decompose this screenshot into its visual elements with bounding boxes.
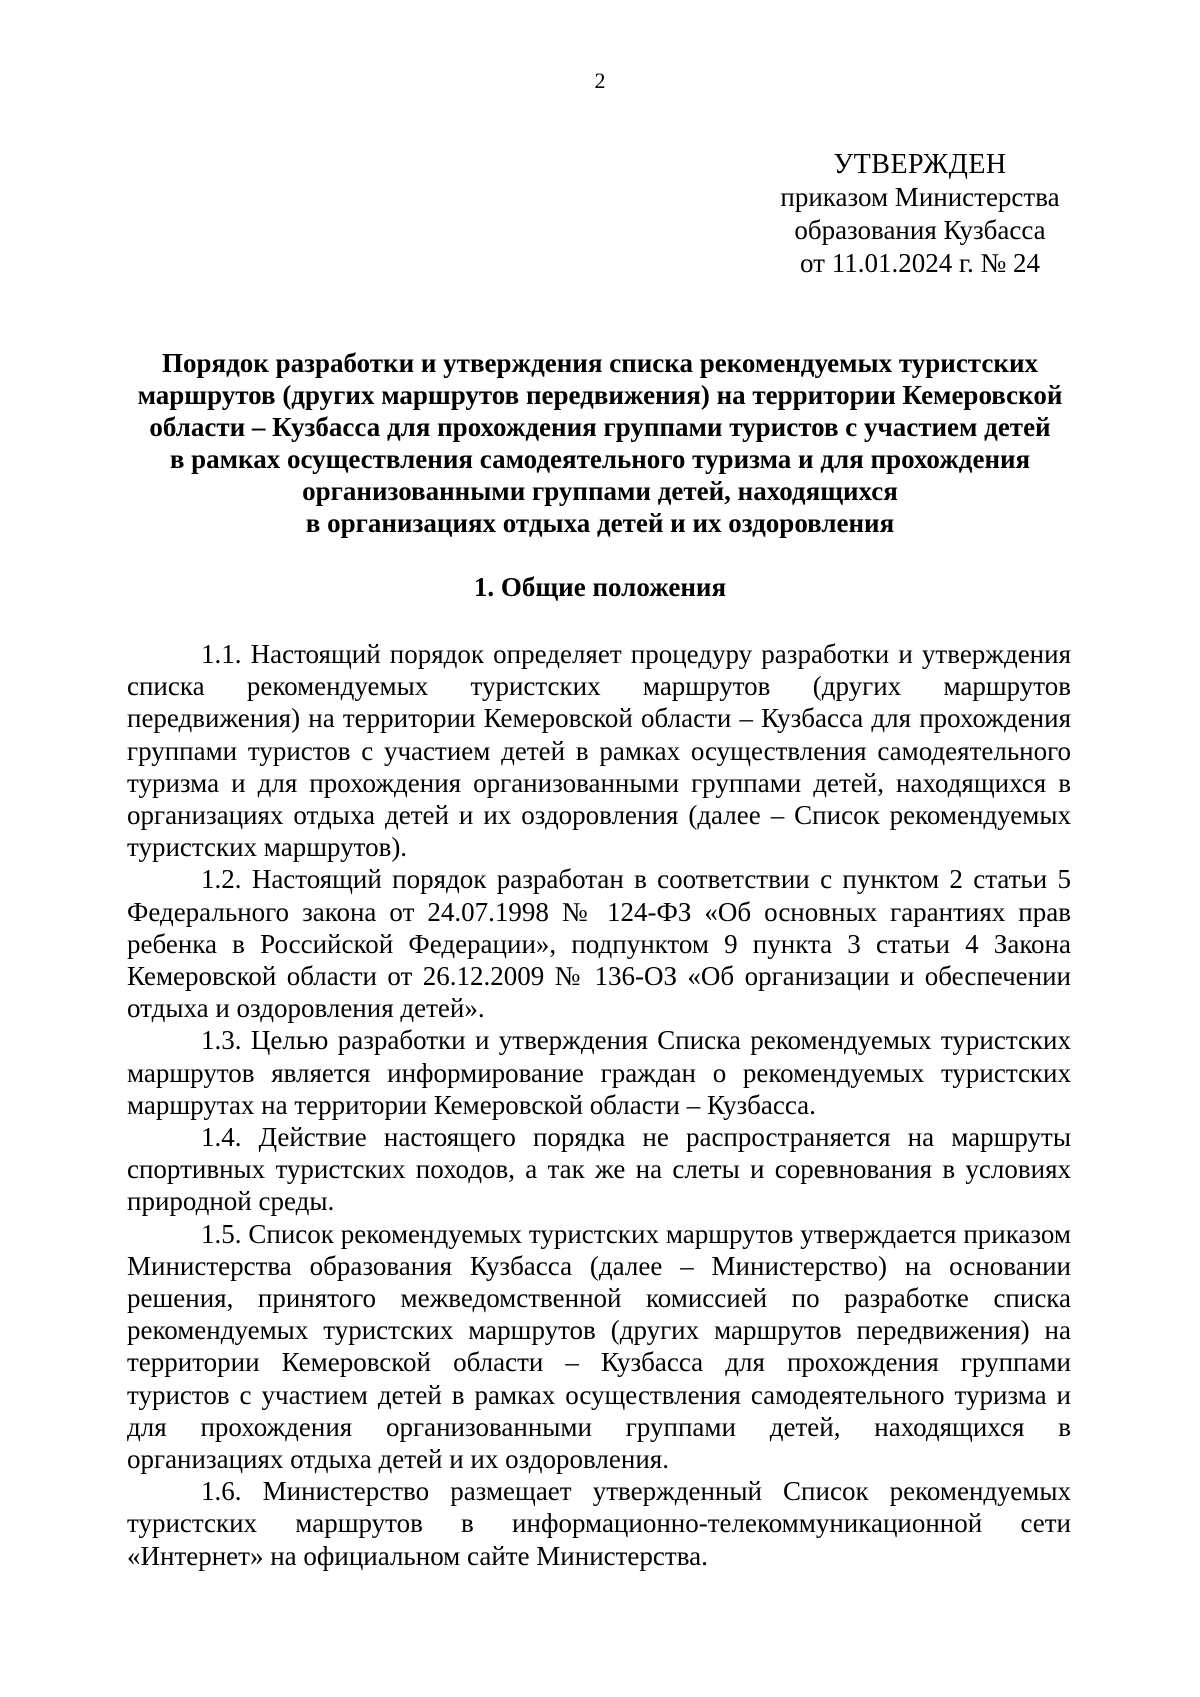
title-line: Порядок разработки и утверждения списка рекомендуемых туристских [161,348,1038,378]
document-title [130,347,1070,539]
title-line: организованными группами детей, находящихся [302,476,898,506]
section-heading: 1. Общие положения [473,572,727,602]
approval-line-ministry: образования Кузбасса [794,215,1046,245]
body-text [127,638,1071,1572]
paragraph-1-1: 1.1. Настоящий порядок определяет процедуру разработки и утверждения списка рекомендуемых туристских маршрутов (других маршрутов передвижения) на территории Кемеровской области – Кузбасса для прохождения группами туристов с участием детей в рамках осуществления самодеятельного туризма и для прохождения организованными группами детей, находящихся в организациях отдыха детей и их оздоровления (далее – Список рекомендуемых туристских маршрутов). [127,639,1071,863]
paragraph-1-2: 1.2. Настоящий порядок разработан в соответствии с пунктом 2 статьи 5 Федерального закона от 24.07.1998 № 124-ФЗ «Об основных гарантиях прав ребенка в Российской Федерации», подпунктом 9 пункта 3 статьи 4 Закона Кемеровской области от 26.12.2009 № 136-ОЗ «Об организации и обеспечении отдыха и оздоровления детей». [127,864,1071,1024]
approval-status: УТВЕРЖДЕН [833,149,1007,180]
title-line: области – Кузбасса для прохождения группами туристов с участием детей [149,412,1051,442]
paragraph-1-6: 1.6. Министерство размещает утвержденный Список рекомендуемых туристских маршрутов в информационно-телекоммуникационной сети «Интернет» на официальном сайте Министерства. [127,1476,1071,1571]
approval-block [770,148,1070,280]
approval-line-order: приказом Министерства [780,182,1060,212]
page-number: 2 [594,68,606,93]
approval-line-date-number: от 11.01.2024 г. № 24 [800,248,1040,278]
paragraph-1-5: 1.5. Список рекомендуемых туристских маршрутов утверждается приказом Министерства образования Кузбасса (далее – Министерство) на основании решения, принятого межведомственной комиссией по разработке списка рекомендуемых туристских маршрутов (других маршрутов передвижения) на территории Кемеровской области – Кузбасса для прохождения группами туристов с участием детей в рамках осуществления самодеятельного туризма и для прохождения организованными группами детей, находящихся в организациях отдыха детей и их оздоровления. [127,1218,1071,1475]
paragraph-1-4: 1.4. Действие настоящего порядка не распространяется на маршруты спортивных туристских походов, а так же на слеты и соревнования в условиях природной среды. [127,1122,1071,1217]
title-line: в организациях отдыха детей и их оздоровления [305,508,895,538]
paragraph-1-3: 1.3. Целью разработки и утверждения Списка рекомендуемых туристских маршрутов является информирование граждан о рекомендуемых туристских маршрутах на территории Кемеровской области – Кузбасса. [127,1025,1071,1120]
title-line: маршрутов (других маршрутов передвижения) на территории Кемеровской [137,380,1063,410]
title-line: в рамках осуществления самодеятельного туризма и для прохождения [169,444,1031,474]
